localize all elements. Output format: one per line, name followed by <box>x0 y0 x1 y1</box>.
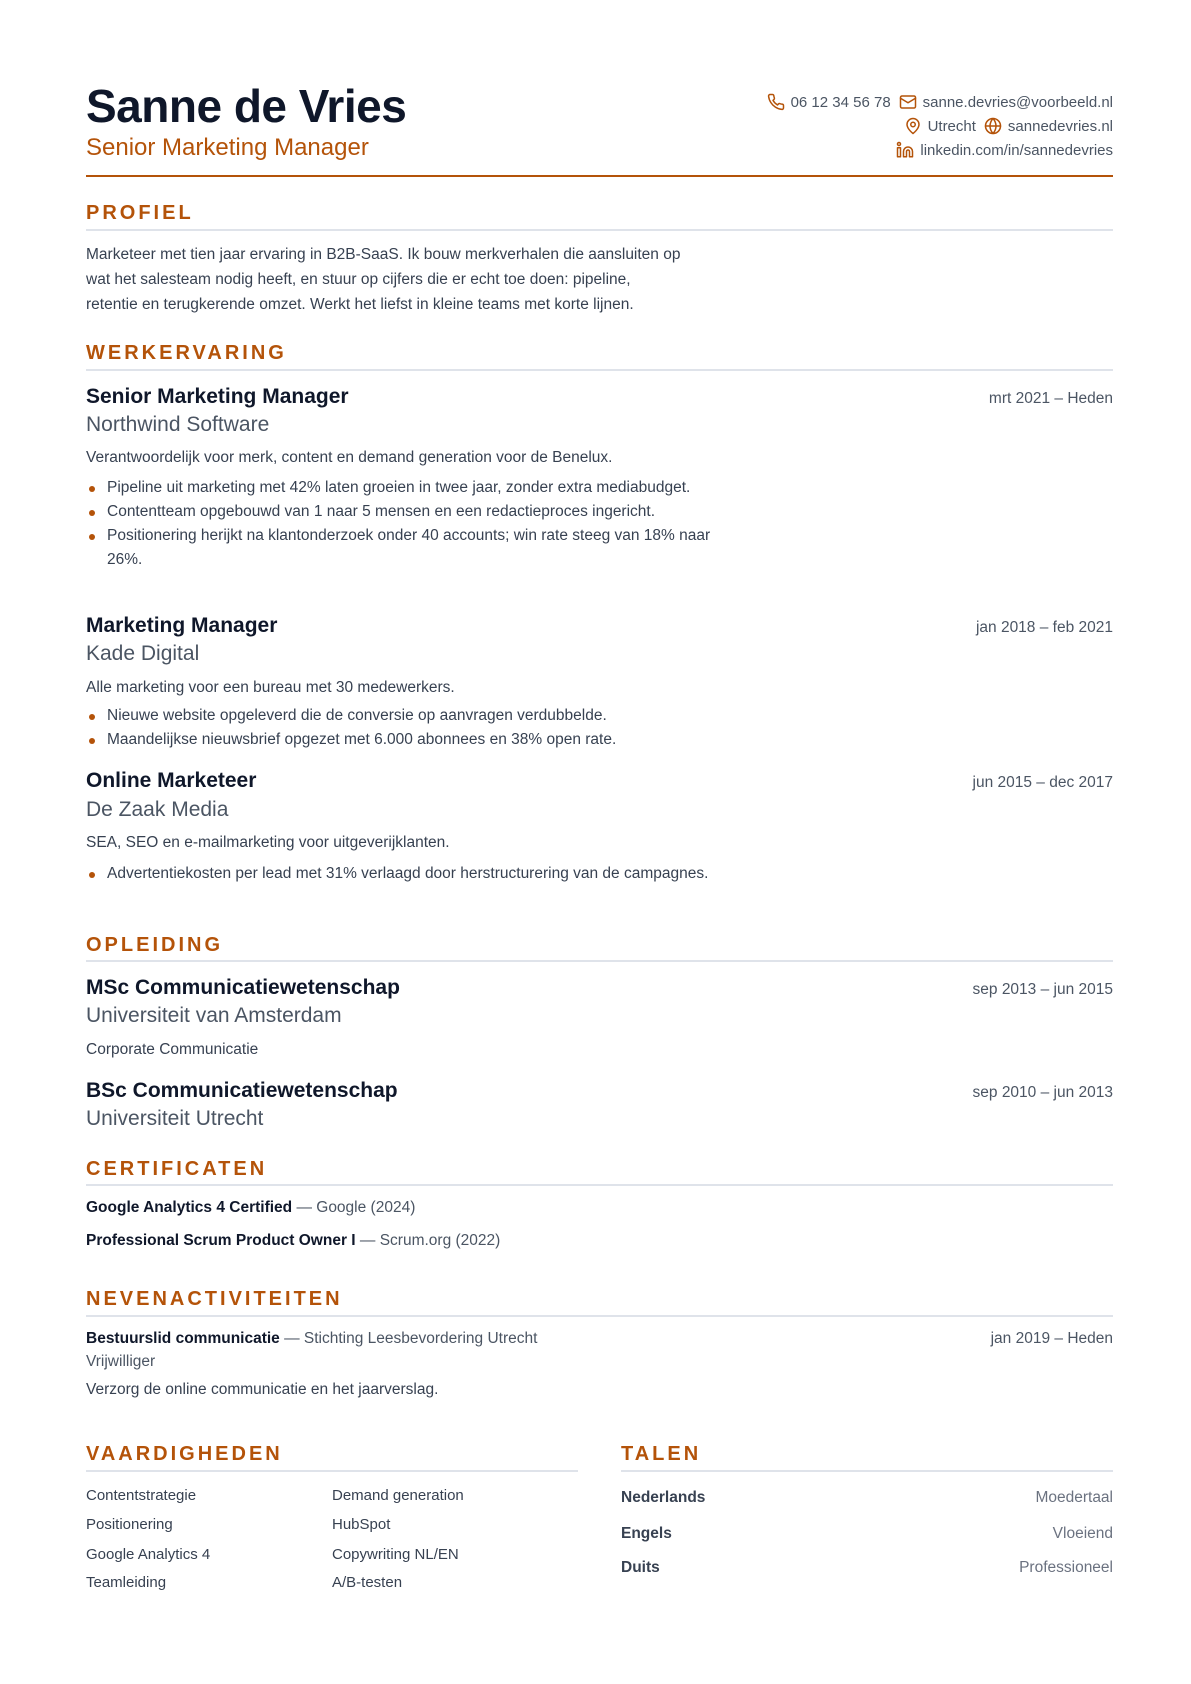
linkedin-text[interactable]: linkedin.com/in/sannedevries <box>920 141 1113 159</box>
location-text: Utrecht <box>927 117 976 135</box>
job-title: Senior Marketing Manager <box>86 385 349 408</box>
skill-item: Positionering <box>86 1516 173 1533</box>
section-divider <box>86 1470 578 1472</box>
section-divider <box>621 1470 1113 1472</box>
website-text[interactable]: sannedevries.nl <box>1007 117 1113 135</box>
certificate-name: Google Analytics 4 Certified <box>86 1199 293 1216</box>
degree-title: MSc Communicatiewetenschap <box>86 976 400 999</box>
list-item: Nieuwe website opgeleverd die de conversie op aanvragen verdubbelde. <box>86 704 726 728</box>
activity-heading <box>86 1327 537 1351</box>
language-level: Vloeiend <box>1052 1525 1113 1542</box>
job-company: De Zaak Media <box>86 798 229 821</box>
section-title-activities: NEVENACTIVITEITEN <box>86 1288 343 1310</box>
job-title: Online Marketeer <box>86 769 257 792</box>
email-text[interactable]: sanne.devries@voorbeeld.nl <box>922 93 1113 111</box>
skill-item: Google Analytics 4 <box>86 1546 211 1563</box>
activity-org: — Stichting Leesbevordering Utrecht <box>284 1330 538 1347</box>
skill-item: Demand generation <box>332 1487 464 1504</box>
certificate-issuer: — Google (2024) <box>296 1199 416 1216</box>
activity-type: Vrijwilliger <box>86 1353 156 1370</box>
languages-column <box>621 0 1113 1684</box>
resume-page <box>86 0 1113 1684</box>
job-date: mrt 2021 – Heden <box>988 390 1113 407</box>
school-name: Universiteit van Amsterdam <box>86 1004 342 1027</box>
degree-date: sep 2013 – jun 2015 <box>972 981 1113 998</box>
job-date: jun 2015 – dec 2017 <box>972 774 1113 791</box>
person-name: Sanne de Vries <box>86 80 407 132</box>
profile-line: Marketeer met tien jaar ervaring in B2B-SaaS. Ik bouw merkverhalen die aansluiten op <box>86 246 681 263</box>
job-title: Marketing Manager <box>86 614 278 637</box>
degree-detail: Corporate Communicatie <box>86 1041 259 1058</box>
skill-item: Copywriting NL/EN <box>332 1546 459 1563</box>
phone-text: 06 12 34 56 78 <box>790 93 891 111</box>
degree-date: sep 2010 – jun 2013 <box>972 1084 1113 1101</box>
certificate-issuer: — Scrum.org (2022) <box>359 1232 501 1249</box>
section-title-education: OPLEIDING <box>86 934 224 956</box>
job-company: Kade Digital <box>86 642 200 665</box>
school-name: Universiteit Utrecht <box>86 1107 264 1130</box>
section-title-profile: PROFIEL <box>86 202 194 224</box>
degree-title: BSc Communicatiewetenschap <box>86 1079 398 1102</box>
activity-description: Verzorg de online communicatie en het jaarverslag. <box>86 1381 439 1398</box>
certificate-name: Professional Scrum Product Owner I <box>86 1232 356 1249</box>
list-item: Advertentiekosten per lead met 31% verlaagd door herstructurering van de campagnes. <box>86 862 726 886</box>
job-company: Northwind Software <box>86 413 270 436</box>
activity-date: jan 2019 – Heden <box>990 1330 1113 1347</box>
activity-role: Bestuurslid communicatie <box>86 1330 280 1347</box>
language-name: Duits <box>621 1559 660 1576</box>
job-date: jan 2018 – feb 2021 <box>975 619 1113 636</box>
language-name: Nederlands <box>621 1489 706 1506</box>
list-item: Positionering herijkt na klantonderzoek onder 40 accounts; win rate steeg van 18% naar 26%. <box>86 524 726 572</box>
profile-line: retentie en terugkerende omzet. Werkt het liefst in kleine teams met korte lijnen. <box>86 296 634 313</box>
person-role: Senior Marketing Manager <box>86 134 369 161</box>
skill-item: Teamleiding <box>86 1574 167 1591</box>
certificate-item <box>86 1229 500 1253</box>
skill-item: HubSpot <box>332 1516 391 1533</box>
job-summary: Verantwoordelijk voor merk, content en demand generation voor de Benelux. <box>86 449 613 466</box>
language-name: Engels <box>621 1525 672 1542</box>
section-title-experience: WERKERVARING <box>86 342 287 364</box>
section-title-languages: TALEN <box>621 1443 702 1465</box>
section-title-certificates: CERTIFICATEN <box>86 1158 268 1180</box>
language-level: Moedertaal <box>1035 1489 1113 1506</box>
skill-item: Contentstrategie <box>86 1487 197 1504</box>
certificate-item <box>86 1196 415 1220</box>
skill-item: A/B-testen <box>332 1574 403 1591</box>
list-item: Contentteam opgebouwd van 1 naar 5 mensen en een redactieproces ingericht. <box>86 500 726 524</box>
list-item: Maandelijkse nieuwsbrief opgezet met 6.000 abonnees en 38% open rate. <box>86 728 726 752</box>
section-title-skills: VAARDIGHEDEN <box>86 1443 283 1465</box>
profile-line: wat het salesteam nodig heeft, en stuur op cijfers die er echt toe doen: pipeline, <box>86 271 631 288</box>
job-summary: SEA, SEO en e-mailmarketing voor uitgeverijklanten. <box>86 834 450 851</box>
list-item: Pipeline uit marketing met 42% laten groeien in twee jaar, zonder extra mediabudget. <box>86 476 726 500</box>
job-summary: Alle marketing voor een bureau met 30 medewerkers. <box>86 679 455 696</box>
language-level: Professioneel <box>1019 1559 1113 1576</box>
